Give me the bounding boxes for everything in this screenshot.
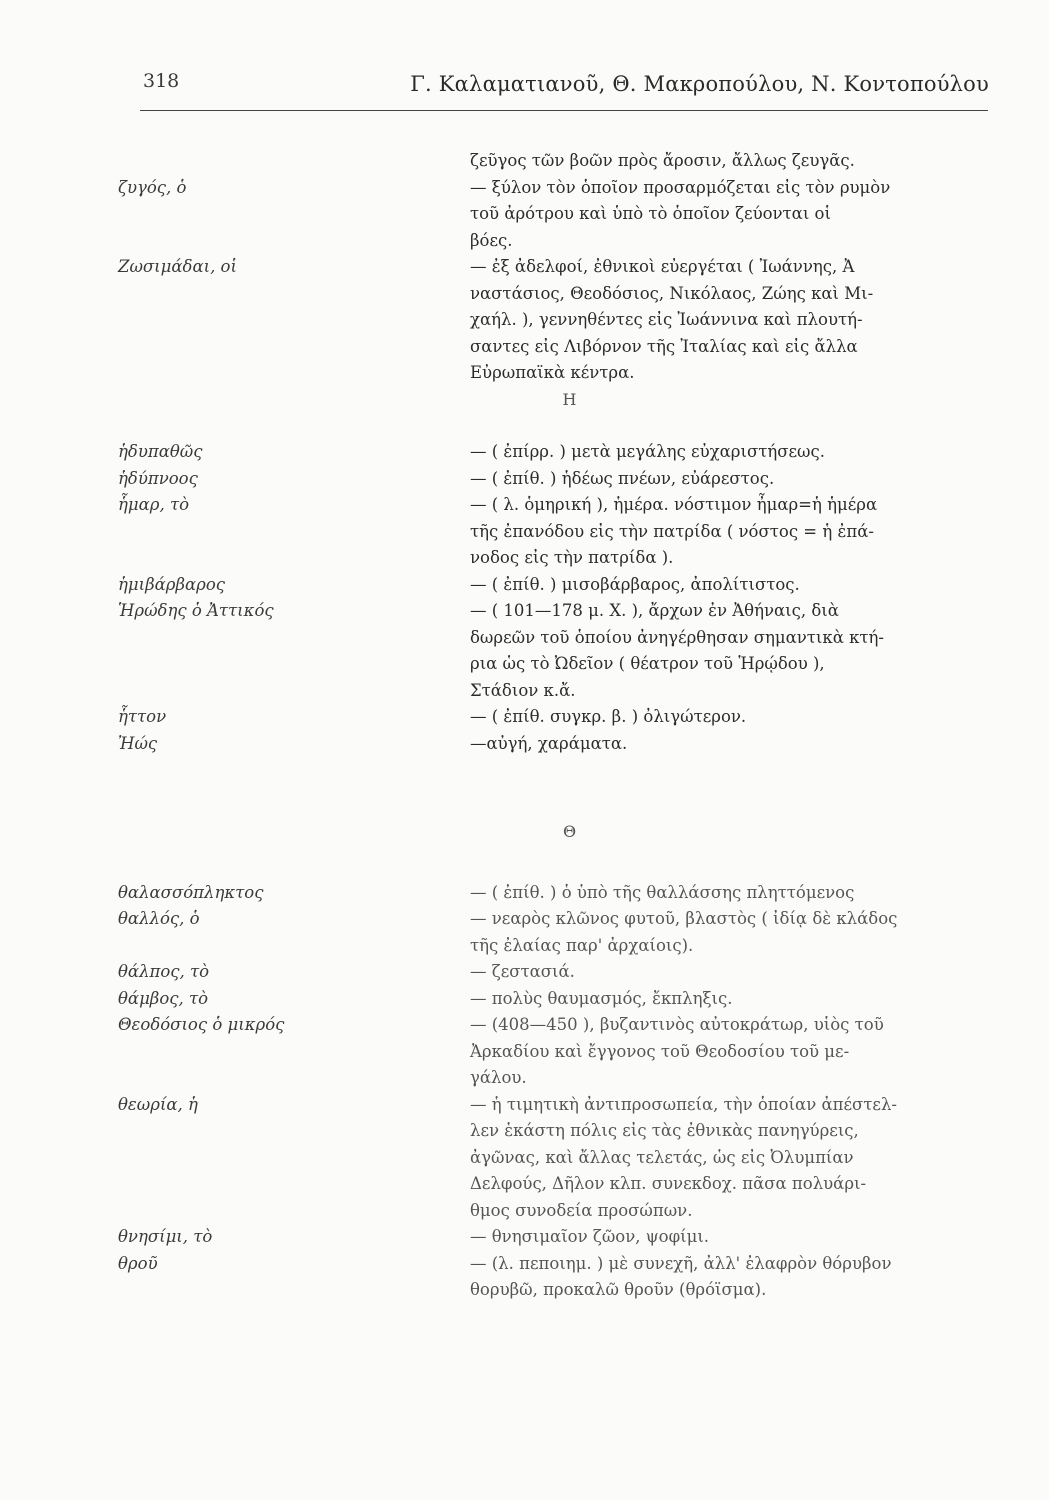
definition-line: βόες. xyxy=(470,230,513,250)
headword: θαλασσόπληκτος xyxy=(118,882,264,902)
headword: Ζωσιμάδαι, οἱ xyxy=(118,257,237,276)
dictionary-body xyxy=(0,148,1049,1304)
definition xyxy=(470,880,980,907)
dictionary-entry xyxy=(0,959,1049,986)
definition-line: — ἡ τιμητικὴ ἀντιπροσωπεία, τὴν ὁποίαν ἀπέστελ- xyxy=(470,1094,897,1114)
definition-line: ναστάσιος, Θεοδόσιος, Νικόλαος, Ζώης καὶ Μι- xyxy=(470,283,874,303)
definition-line: — θνησιμαῖον ζῶον, ψοφίμι. xyxy=(470,1227,710,1246)
headword: ἧμαρ, τὸ xyxy=(118,495,190,514)
definition-line: νοδος εἰς τὴν πατρίδα ). xyxy=(470,548,674,567)
definition-line: — ( ἐπίθ. ) ὁ ὑπὸ τῆς θαλλάσσης πληττόμενος xyxy=(470,882,855,902)
dictionary-entry xyxy=(0,1092,1049,1225)
dictionary-entry xyxy=(0,439,1049,466)
definition-line: τῆς ἐπανόδου εἰς τὴν πατρίδα ( νόστος = ἡ ἐπά- xyxy=(470,521,874,541)
headword: Ἡρώδης ὁ Ἀττικός xyxy=(118,601,274,620)
definition xyxy=(470,1092,980,1225)
dictionary-entry xyxy=(0,492,1049,572)
definition xyxy=(470,959,980,986)
section-letter-eta: Η xyxy=(562,389,577,409)
definition-line: τῆς ἐλαίας παρ' ἀρχαίοις). xyxy=(470,935,694,955)
dictionary-entry xyxy=(0,880,1049,907)
dictionary-entry xyxy=(0,572,1049,599)
definition xyxy=(470,1224,980,1251)
definition-line: δωρεῶν τοῦ ὁποίου ἀνηγέρθησαν σημαντικὰ κτή- xyxy=(470,627,885,647)
definition xyxy=(470,1251,980,1304)
intro-line-text: ζεῦγος τῶν βοῶν πρὸς ἄροσιν, ἄλλως ζευγᾶς. xyxy=(470,151,855,170)
definition-line: Δελφούς, Δῆλον κλπ. συνεκδοχ. πᾶσα πολυάρι- xyxy=(470,1174,867,1193)
headword: ἡδυπαθῶς xyxy=(118,442,203,461)
headword: Θεοδόσιος ὁ μικρός xyxy=(118,1015,285,1034)
definition-line: θμος συνοδεία προσώπων. xyxy=(470,1200,693,1220)
definition-line: — ἐξ ἀδελφοί, ἐθνικοὶ εὐεργέται ( Ἰωάννης, Ἀ xyxy=(470,257,855,276)
definition xyxy=(470,175,980,255)
definition-line: — ( λ. ὁμηρική ), ἡμέρα. νόστιμον ἦμαρ=ἡ ἡμέρα xyxy=(470,495,878,514)
definition-line: — πολὺς θαυμασμός, ἔκπληξις. xyxy=(470,988,733,1008)
definition-line: — ζεστασιά. xyxy=(470,962,575,981)
definition xyxy=(470,704,980,731)
definition-line: γάλου. xyxy=(470,1068,527,1087)
definition xyxy=(470,572,980,599)
dictionary-entry xyxy=(0,175,1049,255)
headword: θάμβος, τὸ xyxy=(118,988,209,1008)
definition-line: λεν ἑκάστη πόλις εἰς τὰς ἐθνικὰς πανηγύρεις, xyxy=(470,1121,859,1140)
definition xyxy=(470,439,980,466)
headword: ἧττον xyxy=(118,707,167,726)
running-head: Γ. Καλαματιανοῦ, Θ. Μακροπούλου, Ν. Κοντοπούλου xyxy=(410,72,989,96)
headword: ἡμιβάρβαρος xyxy=(118,574,226,594)
definition-line: — ( ἐπίρρ. ) μετὰ μεγάλης εὐχαριστήσεως. xyxy=(470,442,825,461)
definition xyxy=(470,986,980,1013)
headword: θαλλός, ὁ xyxy=(118,909,200,928)
definition-line: — νεαρὸς κλῶνος φυτοῦ, βλαστὸς ( ἰδίᾳ δὲ κλάδος xyxy=(470,909,898,928)
headword: θροῦ xyxy=(118,1253,158,1273)
definition-line: θορυβῶ, προκαλῶ θροῦν (θρόϊσμα). xyxy=(470,1280,767,1299)
dictionary-entry xyxy=(0,598,1049,704)
dictionary-entry xyxy=(0,466,1049,493)
headword: θάλπος, τὸ xyxy=(118,962,210,981)
definition-line: — (408—450 ), βυζαντινὸς αὐτοκράτωρ, υἱὸς τοῦ xyxy=(470,1015,884,1034)
definition xyxy=(470,598,980,704)
dictionary-entry xyxy=(0,254,1049,387)
dictionary-entry xyxy=(0,1251,1049,1304)
definition xyxy=(470,906,980,959)
dictionary-entry xyxy=(0,1224,1049,1251)
page-number: 318 xyxy=(143,70,180,92)
page-header xyxy=(0,0,1049,120)
definition-line: Εὐρωπαϊκὰ κέντρα. xyxy=(470,363,635,382)
definition-line: Ἀρκαδίου καὶ ἔγγονος τοῦ Θεοδοσίου τοῦ με- xyxy=(470,1041,850,1061)
definition xyxy=(470,492,980,572)
intro-line xyxy=(470,148,980,175)
definition-line: — ξύλον τὸν ὁποῖον προσαρμόζεται εἰς τὸν ρυμὸν xyxy=(470,177,891,197)
entries-eta xyxy=(0,439,1049,757)
dictionary-entry xyxy=(0,704,1049,731)
dictionary-entry xyxy=(0,1012,1049,1092)
definition-line: — ( ἐπίθ. ) μισοβάρβαρος, ἀπολίτιστος. xyxy=(470,574,800,594)
entries-theta xyxy=(0,880,1049,1304)
entries-before-eta xyxy=(0,175,1049,387)
definition xyxy=(470,466,980,493)
dictionary-entry xyxy=(0,986,1049,1013)
definition-line: Στάδιον κ.ἄ. xyxy=(470,680,576,700)
definition-line: χαήλ. ), γεννηθέντες εἰς Ἰωάννινα καὶ πλουτή- xyxy=(470,310,863,329)
definition-line: ρια ὡς τὸ Ὠδεῖον ( θέατρον τοῦ Ἡρῴδου ), xyxy=(470,654,825,673)
definition xyxy=(470,731,980,758)
section-letter-theta: Θ xyxy=(562,822,577,841)
definition-line: ἀγῶνας, καὶ ἄλλας τελετάς, ὡς εἰς Ὀλυμπίαν xyxy=(470,1147,854,1167)
definition-line: τοῦ ἀρότρου καὶ ὑπὸ τὸ ὁποῖον ζεύονται οἱ xyxy=(470,204,831,223)
dictionary-entry xyxy=(0,731,1049,758)
definition-line: — ( 101—178 μ. Χ. ), ἄρχων ἐν Ἀθήναις, διὰ xyxy=(470,601,839,620)
definition xyxy=(470,254,980,387)
headword: ἡδύπνοος xyxy=(118,468,198,488)
headword: Ἠώς xyxy=(118,733,158,753)
definition xyxy=(470,1012,980,1092)
definition-line: σαντες εἰς Λιβόρνον τῆς Ἰταλίας καὶ εἰς ἄλλα xyxy=(470,336,858,356)
headword: θεωρία, ἡ xyxy=(118,1094,198,1114)
definition-line: — ( ἐπίθ. ) ἡδέως πνέων, εὐάρεστος. xyxy=(470,468,775,488)
definition-line: — (λ. πεποιημ. ) μὲ συνεχῆ, ἀλλ' ἐλαφρὸν θόρυβον xyxy=(470,1253,892,1273)
headword: ζυγός, ὁ xyxy=(118,177,187,197)
dictionary-entry xyxy=(0,906,1049,959)
definition-line: — ( ἐπίθ. συγκρ. β. ) ὀλιγώτερον. xyxy=(470,707,747,726)
headword: θνησίμι, τὸ xyxy=(118,1227,213,1246)
definition-line: —αὐγή, χαράματα. xyxy=(470,733,628,753)
header-rule xyxy=(140,110,988,111)
